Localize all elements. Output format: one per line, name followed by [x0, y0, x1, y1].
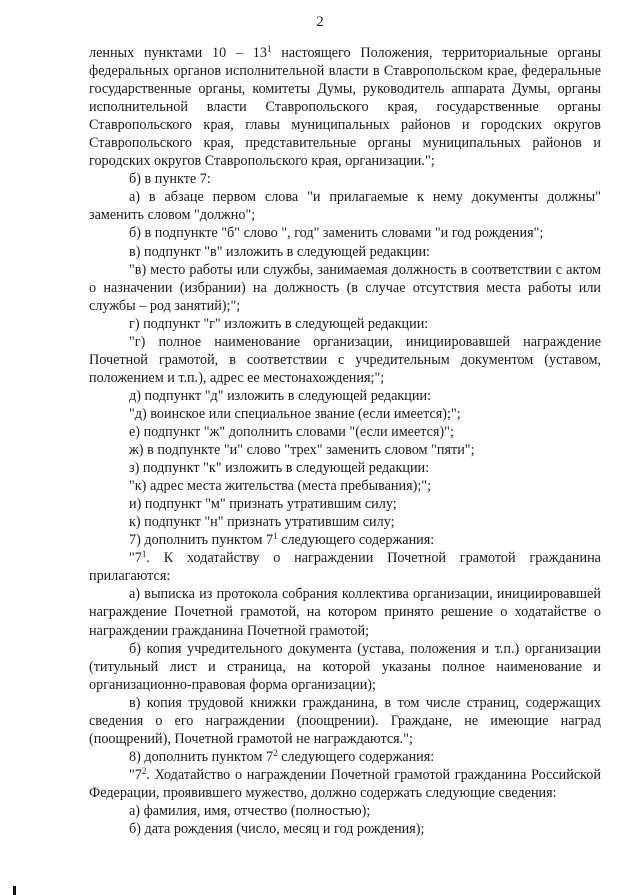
- superscript: 1: [267, 44, 272, 54]
- paragraph-p01: [89, 44, 601, 170]
- paragraph-p18: [89, 549, 601, 585]
- paragraph-text: "7: [129, 766, 142, 783]
- paragraph-p02: [89, 170, 601, 188]
- paragraph-p19: [89, 585, 601, 639]
- paragraph-text: настоящего Положения, территориальные органы федеральных органов исполнительной власти в Ставропольском крае, федеральные государственные органы, комитеты Думы, руководитель аппарата Думы, органы исполнительной власти Ставропольского края, государственные органы Ставропольского края, главы муниципальных районов и городских округов Ставропольского края, представительные органы муниципальных районов и городских округов Ставропольского края, организации.";: [89, 45, 601, 170]
- paragraph-p03: [89, 188, 601, 224]
- paragraph-p21: [89, 694, 601, 748]
- paragraph-text: ж) в подпункте "и" слово "трех" заменить словом "пяти";: [129, 442, 475, 459]
- paragraph-text: б) в подпункте "б" слово ", год" заменить словами "и год рождения";: [129, 225, 544, 242]
- paragraph-p13: [89, 459, 601, 477]
- superscript: 1: [273, 531, 278, 542]
- paragraph-p06: [89, 261, 601, 315]
- paragraph-p04: [89, 224, 601, 242]
- paragraph-text: в) подпункт "в" изложить в следующей редакции:: [129, 243, 430, 260]
- superscript: 1: [141, 549, 147, 560]
- superscript: 2: [273, 747, 278, 758]
- paragraph-text: е) подпункт "ж" дополнить словами "(если имеется)";: [129, 423, 454, 440]
- paragraph-text: а) выписка из протокола собрания коллектива организации, инициировавшей награждение Почетной грамотой, на котором принято решение о ходатайстве о награждении гражданина Почетной грамотой;: [89, 586, 601, 639]
- paragraph-text: следующего содержания:: [277, 748, 435, 765]
- paragraph-p14: [89, 477, 601, 495]
- paragraph-p24: [89, 802, 601, 820]
- paragraph-text: "г) полное наименование организации, инициировавшей награждение Почетной грамотой, в соответствии с учредительным документом (уставом, положением и т.п.), адрес ее местонахождения;";: [89, 333, 601, 386]
- paragraph-text: в) копия трудовой книжки гражданина, в том числе страниц, содержащих сведения о его награждении (поощрении). Граждане, не имеющие наград (поощрений), Почетной грамотой не награждаются.";: [89, 694, 601, 747]
- superscript: 2: [141, 765, 147, 776]
- paragraph-text: "в) место работы или службы, занимаемая должность в соответствии с актом о назначении (избрании) на должность (в случае отсутствия места работы или службы – род занятий);";: [89, 261, 601, 314]
- paragraph-text: д) подпункт "д" изложить в следующей редакции:: [129, 387, 432, 404]
- document-body: [89, 44, 601, 838]
- paragraph-p15: [89, 495, 601, 513]
- paragraph-p05: [89, 243, 601, 261]
- paragraph-text: 8) дополнить пунктом 7: [129, 748, 274, 765]
- paragraph-text: "к) адрес места жительства (места пребывания);";: [129, 478, 432, 495]
- paragraph-text: з) подпункт "к" изложить в следующей редакции:: [129, 460, 430, 477]
- paragraph-p10: [89, 405, 601, 423]
- paragraph-text: ленных пунктами 10 – 13: [89, 45, 267, 61]
- page-number: 2: [316, 14, 324, 30]
- paragraph-p25: [89, 820, 601, 838]
- paragraph-text: "д) воинское или специальное звание (если имеется);";: [129, 405, 461, 422]
- paragraph-text: б) в пункте 7:: [129, 171, 211, 188]
- paragraph-text: а) фамилия, имя, отчество (полностью);: [129, 802, 371, 819]
- paragraph-text: "7: [129, 550, 142, 567]
- paragraph-text: следующего содержания:: [277, 532, 435, 549]
- paragraph-p23: [89, 766, 601, 802]
- paragraph-p09: [89, 387, 601, 405]
- paragraph-p16: [89, 513, 601, 531]
- paragraph-text: . Ходатайство о награждении Почетной грамотой гражданина Российской Федерации, проявившего мужество, должно содержать следующие сведения:: [89, 766, 601, 801]
- paragraph-p11: [89, 423, 601, 441]
- paragraph-text: г) подпункт "г" изложить в следующей редакции:: [129, 315, 429, 332]
- paragraph-text: и) подпункт "м" признать утратившим силу;: [129, 496, 397, 513]
- paragraph-p22: [89, 748, 601, 766]
- paragraph-text: . К ходатайству о награждении Почетной грамотой гражданина прилагаются:: [89, 550, 601, 585]
- paragraph-p08: [89, 333, 601, 387]
- paragraph-text: а) в абзаце первом слова "и прилагаемые к нему документы должны" заменить словом "должно";: [89, 189, 601, 224]
- paragraph-text: к) подпункт "н" признать утратившим силу;: [129, 514, 395, 531]
- paragraph-p12: [89, 441, 601, 459]
- paragraph-text: б) дата рождения (число, месяц и год рождения);: [129, 821, 425, 838]
- scan-artifact: [13, 886, 16, 895]
- paragraph-text: б) копия учредительного документа (устава, положения и т.п.) организации (титульный лист и страница, на которой указаны полное наименование и организационно-правовая форма организации);: [89, 640, 601, 693]
- paragraph-p07: [89, 315, 601, 333]
- paragraph-p17: [89, 531, 601, 549]
- paragraph-p20: [89, 640, 601, 694]
- paragraph-text: 7) дополнить пунктом 7: [129, 532, 274, 549]
